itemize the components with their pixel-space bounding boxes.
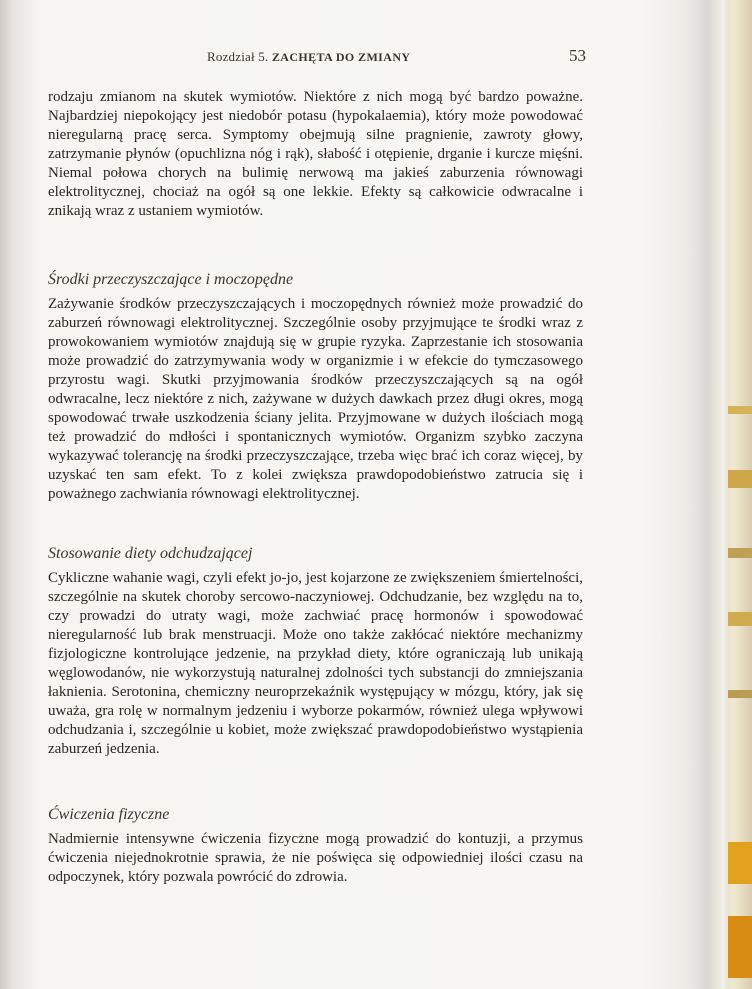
- section-paragraph-exercise: Nadmiernie intensywne ćwiczenia fizyczne mogą prowadzić do kontuzji, a przymus ćwiczenia niejednokrotnie sprawia, że nie poświęca się odpowiedniej ilości czasu na odpoczynek, który pozwala powrócić do zdrowia.: [48, 831, 583, 885]
- index-tab: [728, 612, 752, 626]
- running-header: [48, 46, 592, 68]
- section-paragraph-laxatives: Zażywanie środków przeczyszczających i moczopędnych również może prowadzić do zaburzeń równowagi elektrolitycznej. Szczególnie osoby przyjmujące te środki wraz z prowokowaniem wymiotów znajdują się w grupie ryzyka. Zaprzestanie ich stosowania może prowadzić do zatrzymywania wody w organizmie i w efekcie do tymczasowego przyrostu wagi. Skutki przyjmowania środków przeczyszczających są na ogół odwracalne, lecz niektóre z nich, zażywane w dużych dawkach przez długi okres, mogą spowodować trwałe uszkodzenia ściany jelita. Przyjmowane w dużych ilościach mogą też prowadzić do mdłości i spontanicznych wymiotów. Organizm szybko zaczyna wykazywać tolerancję na środki przeczyszczające, trzeba więc brać ich coraz więcej, by uzyskać ten sam efekt. To z kolei zwiększa prawdopodobieństwo zatrucia się i poważnego zachwiania równowagi elektrolitycznej.: [48, 296, 583, 502]
- index-tab: [728, 842, 752, 884]
- section-heading-laxatives: Środki przeczyszczające i moczopędne: [48, 271, 294, 288]
- index-tab: [728, 690, 752, 698]
- index-tab: [728, 470, 752, 488]
- chapter-label: Rozdział 5.: [207, 49, 269, 64]
- index-tab: [728, 406, 752, 414]
- section-paragraph-dieting: Cykliczne wahanie wagi, czyli efekt jo-jo, jest kojarzone ze zwiększeniem śmiertelności, szczególnie na skutek choroby sercowo-naczyniowej. Odchudzanie, bez względu na to, czy prowadzi do utraty wagi, może zachwiać pracę hormonów i spowodować nieregularność lub brak menstruacji. Może ono także zakłócać niektóre mechanizmy fizjologiczne kontrolujące jedzenie, na przykład diety, które ograniczają lub unikają węglowodanów, nie wykorzystują naturalnej zdolności tych substancji do zmniejszania łaknienia. Serotonina, chemiczny neuroprzekaźnik występujący w mózgu, który, jak się uważa, gra rolę w normalnym jedzeniu i wyborze pokarmów, również ulega wpływowi odchudzania i, szczególnie u kobiet, może zwiększać prawdopodobieństwo wystąpienia zaburzeń jedzenia.: [48, 570, 583, 757]
- section-heading-exercise: Ćwiczenia fizyczne: [48, 806, 170, 823]
- running-head: [207, 49, 410, 65]
- page-edge-with-index-tabs: [722, 0, 752, 989]
- index-tab: [728, 548, 752, 558]
- index-tab: [728, 916, 752, 978]
- section-heading-dieting: Stosowanie diety odchudzającej: [48, 545, 253, 562]
- page-body: [48, 88, 583, 887]
- page-number: 53: [569, 46, 586, 65]
- intro-paragraph: rodzaju zmianom na skutek wymiotów. Niektóre z nich mogą być bardzo poważne. Najbardziej niepokojący jest niedobór potasu (hypokalaemia), który może powodować nieregularną pracę serca. Symptomy obejmują silne pragnienie, zawroty głowy, zatrzymanie płynów (opuchlizna nóg i rąk), słabość i otępienie, drganie i kurcze mięśni. Niemal połowa chorych na bulimię nerwową ma jakieś zaburzenia równowagi elektrolitycznej, chociaż na ogół są one lekkie. Efekty są całkowicie odwracalne i znikają wraz z ustaniem wymiotów.: [48, 89, 583, 219]
- chapter-title: ZACHĘTA DO ZMIANY: [271, 50, 411, 64]
